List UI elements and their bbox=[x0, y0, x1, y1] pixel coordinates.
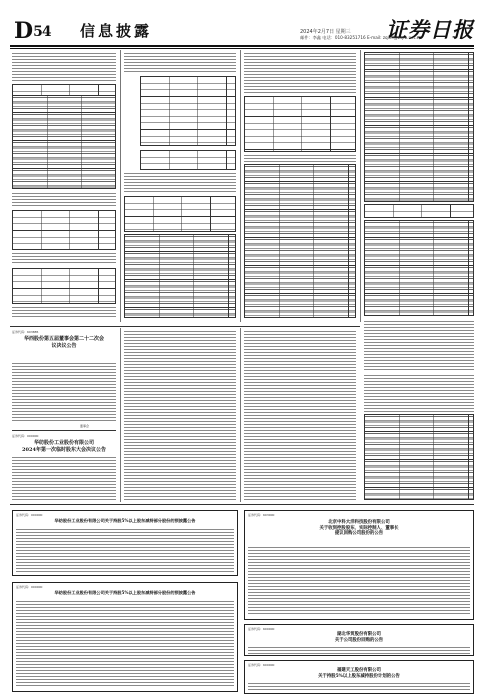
notice-divider bbox=[12, 430, 116, 431]
masthead-rule-thin bbox=[10, 48, 474, 49]
notice-title: 北京中科大洋科技股份有限公司 关于收到控股股东、实际控制人、董事长 提议回购公司股份的公告 bbox=[319, 520, 399, 537]
notice-code: 证券代码：000000 bbox=[16, 513, 43, 517]
notice-title: 湖北华贸股份有限公司 关于公司股份回购的公告 bbox=[334, 632, 384, 643]
column-1-text bbox=[12, 52, 116, 82]
column-1-text-b bbox=[12, 192, 116, 208]
notice-body bbox=[16, 600, 234, 688]
notice-body bbox=[16, 528, 234, 572]
notice-code: 证券代码：000000 bbox=[16, 585, 43, 589]
section-divider bbox=[10, 504, 474, 505]
column-divider bbox=[120, 50, 121, 322]
column-3-table-a bbox=[244, 96, 356, 152]
notice-body bbox=[12, 456, 116, 500]
notice-body bbox=[244, 330, 356, 500]
column-2-table-d bbox=[124, 234, 236, 318]
notice-code: 证券代码：603885 bbox=[12, 330, 39, 334]
notice-title: 华纺股份工业股份有限公司 2024年第一次临时股东大会决议公告 bbox=[22, 440, 106, 453]
masthead bbox=[0, 0, 484, 46]
column-2-table-a bbox=[140, 76, 236, 146]
notice-body bbox=[12, 362, 116, 422]
column-4-table-c bbox=[364, 220, 474, 316]
column-1-text-c bbox=[12, 252, 116, 264]
contact-line: 邮件：李鑫 电话：010-83251716 E-mail: zqshi@zqrb.net.cn bbox=[300, 35, 422, 40]
notice-signature: 董事会 bbox=[80, 424, 90, 428]
column-divider bbox=[240, 328, 241, 502]
notice-title: 华纺股份工业股份有限公司关于持股5%以上股东减持部分股份的预披露公告 bbox=[54, 590, 196, 595]
column-3-text-b bbox=[244, 154, 356, 162]
notice-code: 证券代码：600000 bbox=[248, 627, 275, 631]
column-divider bbox=[240, 50, 241, 322]
newspaper-logo: 证券日报 bbox=[386, 17, 474, 42]
section-title: 信息披露 bbox=[80, 22, 153, 40]
section-divider bbox=[10, 326, 360, 327]
column-3-table-b bbox=[244, 164, 356, 318]
column-divider bbox=[120, 328, 121, 502]
notice-table bbox=[364, 414, 474, 500]
notice-body bbox=[124, 330, 236, 500]
notice-title: 福建天工股份有限公司 关于持股5%以上股东减持股份计划的公告 bbox=[318, 668, 400, 679]
column-3-text bbox=[244, 52, 356, 94]
date-line: 2024年2月7日 星期三 bbox=[300, 29, 351, 35]
column-2-text-b bbox=[124, 172, 236, 194]
column-4-table-a bbox=[364, 52, 474, 202]
column-2-text bbox=[124, 52, 236, 74]
column-divider bbox=[360, 50, 361, 322]
notice-code: 证券代码：600000 bbox=[248, 663, 275, 667]
notice-body bbox=[248, 682, 470, 692]
column-1-table-b bbox=[12, 95, 116, 189]
masthead-rule bbox=[10, 45, 474, 47]
column-1-table-d bbox=[12, 268, 116, 304]
notice-title: 华纺股份工业股份有限公司关于持股5%以上股东减持部分股份的预披露公告 bbox=[54, 518, 196, 523]
column-2-table-b bbox=[140, 150, 236, 170]
notice-title: 华西股份第五届董事会第二十二次会议决议公告 bbox=[23, 336, 104, 349]
notice-body bbox=[248, 546, 470, 616]
notice-body bbox=[248, 646, 470, 654]
notice-code: 证券代码：000000 bbox=[12, 434, 39, 438]
page-number: D54 bbox=[14, 18, 51, 44]
column-2-table-c bbox=[124, 196, 236, 232]
column-4-text bbox=[364, 320, 474, 370]
notice-code: 证券代码：603000 bbox=[248, 513, 275, 517]
column-1-text-d bbox=[12, 306, 116, 318]
column-4-table-b bbox=[364, 204, 474, 218]
column-1-table-c bbox=[12, 210, 116, 250]
notice-body bbox=[364, 374, 474, 412]
